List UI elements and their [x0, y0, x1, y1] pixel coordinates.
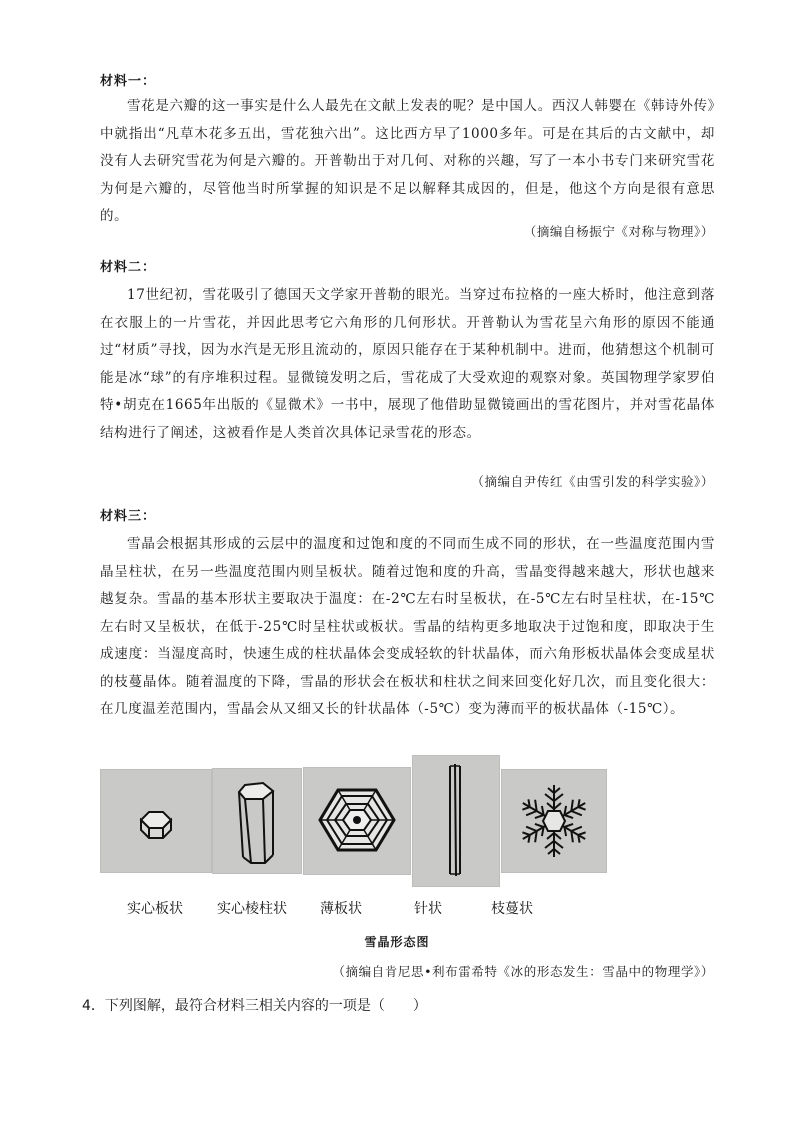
solid-plate-image: [100, 769, 212, 873]
snow-crystal-figure: [100, 755, 605, 885]
material-2-source: （摘编自尹传红《由雪引发的科学实验》）: [471, 474, 714, 489]
material-1-heading: 材料一：: [100, 74, 157, 89]
material-3-paragraph: [100, 531, 715, 724]
figure-title: 雪晶形态图: [364, 935, 430, 949]
needle-image: [412, 755, 500, 887]
solid-prism-image: [212, 768, 302, 874]
question-4: 4．下列图解，最符合材料三相关内容的一项是（ ）: [82, 998, 427, 1014]
caption-solid-prism: 实心棱柱状: [217, 901, 287, 917]
caption-thin-plate: 薄板状: [320, 901, 362, 917]
material-1-text: 雪花是六瓣的这一事实是什么人最先在文献上发表的呢？是中国人。西汉人韩婴在《韩诗外传》中就指出“凡草木花多五出，雪花独六出”。这比西方早了1000多年。可是在其后的古文献中，却没有人去研究雪花为何是六瓣的。开普勒出于对几何、对称的兴趣，写了一本小书专门来研究雪花为何是六瓣的，尽管他当时所掌握的知识是不足以解释其成因的，但是，他这个方向是很有意思的。: [100, 98, 715, 224]
caption-solid-plate: 实心板状: [127, 901, 183, 917]
material-1-source: （摘编自杨振宁《对称与物理》）: [523, 224, 714, 239]
thin-plate-image: [303, 767, 411, 875]
caption-dendrite: 枝蔓状: [491, 901, 533, 917]
material-3-source: （摘编自肯尼思•利布雷希特《冰的形态发生：雪晶中的物理学》）: [332, 964, 714, 979]
material-3-heading: 材料三：: [100, 509, 157, 524]
material-3-text: 雪晶会根据其形成的云层中的温度和过饱和度的不同而生成不同的形状，在一些温度范围内雪晶呈柱状，在另一些温度范围内则呈板状。随着过饱和度的升高，雪晶变得越来越大，形状也越来越复杂。雪晶的基本形状主要取决于温度：在-2℃左右时呈板状，在-5℃左右时呈柱状，在-15℃左右时又呈板状，在低于-25℃时呈柱状或板状。雪晶的结构更多地取决于过饱和度，即取决于生成速度：当湿度高时，快速生成的柱状晶体会变成轻软的针状晶体，而六角形板状晶体会变成星状的枝蔓晶体。随着温度的下降，雪晶的形状会在板状和柱状之间来回变化好几次，而且变化很大：在几度温差范围内，雪晶会从又细又长的针状晶体（-5℃）变为薄而平的板状晶体（-15℃）。: [100, 536, 715, 717]
material-1-paragraph: [100, 93, 715, 231]
material-2-text: 17世纪初，雪花吸引了德国天文学家开普勒的眼光。当穿过布拉格的一座大桥时，他注意到落在衣服上的一片雪花，并因此思考它六角形的几何形状。开普勒认为雪花呈六角形的原因不能通过“材质”寻找，因为水汽是无形且流动的，原因只能存在于某种机制中。进而，他猜想这个机制可能是冰“球”的有序堆积过程。显微镜发明之后，雪花成了大受欢迎的观察对象。英国物理学家罗伯特•胡克在1665年出版的《显微术》一书中，展现了他借助显微镜画出的雪花图片，并对雪花晶体结构进行了阐述，这被看作是人类首次具体记录雪花的形态。: [100, 287, 715, 441]
caption-needle: 针状: [414, 901, 442, 917]
material-2-heading: 材料二：: [100, 260, 157, 275]
dendrite-image: [501, 769, 607, 873]
material-2-paragraph: [100, 282, 715, 447]
